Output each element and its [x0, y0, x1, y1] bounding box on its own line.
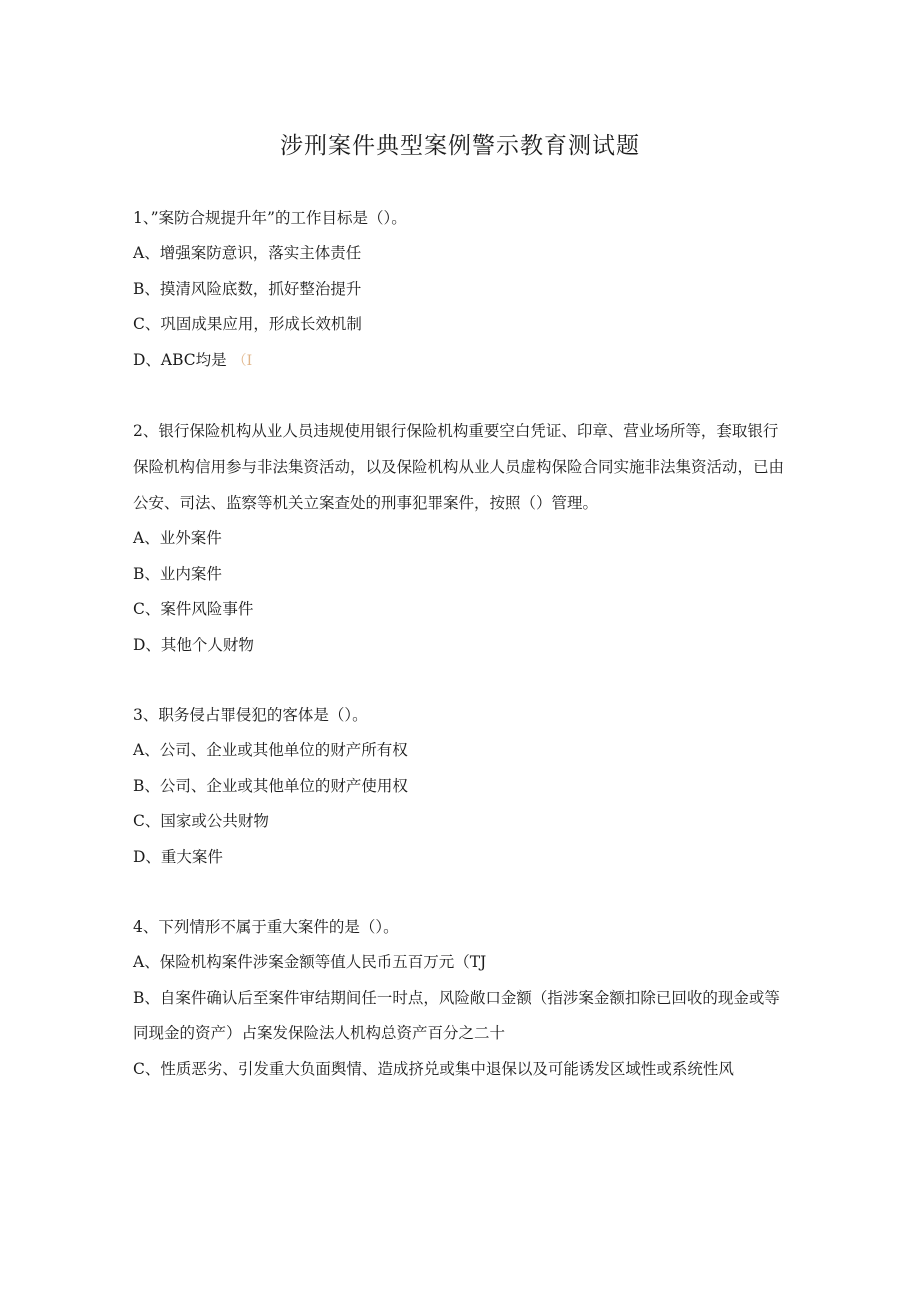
question-4 — [133, 909, 793, 1087]
option-d-row — [133, 343, 793, 380]
option-b: B、公司、企业或其他单位的财产使用权 — [133, 776, 408, 795]
question-2 — [133, 413, 793, 663]
option-d: D、ABC均是 — [133, 350, 227, 369]
option-b: B、自案件确认后至案件审结期间任一时点，风险敞口金额（指涉案金额扣除已回收的现金或等同现金的资产）占案发保险法人机构总资产百分之二十 — [133, 988, 780, 1042]
question-text: 3、职务侵占罪侵犯的客体是（）。 — [133, 706, 368, 724]
option-c: C、巩固成果应用，形成长效机制 — [133, 315, 362, 333]
option-c: C、案件风险事件 — [133, 600, 254, 618]
question-text: 2、银行保险机构从业人员违规使用银行保险机构重要空白凭证、印章、营业场所等，套取银行保险机构信用参与非法集资活动，以及保险机构从业人员虚构保险合同实施非法集资活动，已由公安、司法、监察等机关立案查处的刑事犯罪案件，按照（）管理。 — [133, 422, 785, 512]
option-b: B、业内案件 — [133, 564, 222, 583]
option-c: C、性质恶劣、引发重大负面舆情、造成挤兑或集中退保以及可能诱发区域性或系统性风 — [133, 1059, 734, 1078]
option-a: A、保险机构案件涉案金额等值人民币五百万元（TJ — [133, 953, 487, 971]
question-1 — [133, 200, 793, 379]
question-text: 1、”案防合规提升年”的工作目标是（）。 — [133, 209, 407, 227]
option-b: B、摸清风险底数，抓好整治提升 — [133, 279, 362, 298]
option-a: A、增强案防意识，落实主体责任 — [133, 244, 362, 262]
option-a: A、公司、企业或其他单位的财产所有权 — [133, 741, 408, 759]
option-d: D、重大案件 — [133, 847, 223, 866]
option-a: A、业外案件 — [133, 529, 222, 547]
question-list — [133, 200, 793, 1121]
document-title: 涉刑案件典型案例警示教育测试题 — [280, 133, 640, 159]
question-3 — [133, 697, 793, 875]
question-text: 4、下列情形不属于重大案件的是（）。 — [133, 918, 399, 936]
option-c: C、国家或公共财物 — [133, 812, 269, 830]
answer-mark: （I — [232, 352, 253, 369]
option-d: D、其他个人财物 — [133, 635, 254, 654]
